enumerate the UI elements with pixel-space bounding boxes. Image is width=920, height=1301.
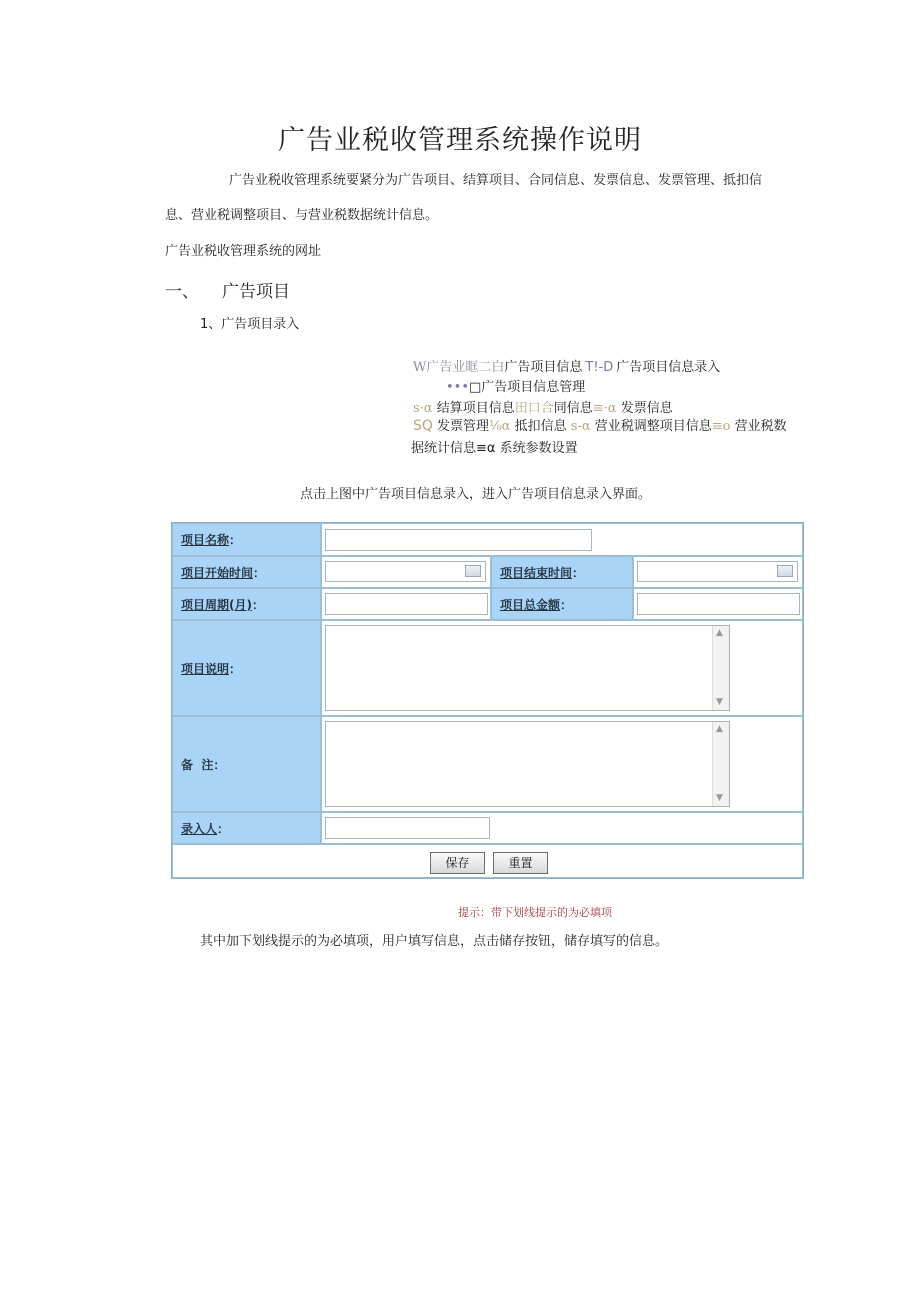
entry-person-cell: [321, 812, 803, 844]
period-input[interactable]: [325, 593, 488, 615]
period-label: 项目周期(月) ：: [172, 588, 321, 620]
scroll-down-icon[interactable]: ▼: [716, 697, 723, 707]
button-row: [172, 844, 803, 878]
tree-glyph: s·α: [413, 401, 433, 416]
menu-item-contract-info[interactable]: 同信息: [553, 401, 593, 416]
tree-glyph: s-α: [570, 419, 591, 434]
tree-glyph: 田口合: [514, 401, 554, 416]
remark-cell: [321, 716, 803, 812]
page-title: 广告业税收管理系统操作说明: [278, 125, 642, 156]
tree-glyph: ≡·α: [592, 401, 617, 416]
entry-person-label: 录入人 ：: [172, 812, 321, 844]
section-number: 一、: [165, 282, 199, 302]
tree-glyph: SQ: [413, 418, 433, 434]
figure-caption: 点击上图中广告项目信息录入，进入广告项目信息录入界面。: [300, 487, 652, 502]
entry-person-input[interactable]: [325, 817, 490, 839]
menu-item-invoice-manage[interactable]: 发票管理: [437, 419, 490, 434]
required-hint: 提示：带下划线提示的为必填项: [458, 906, 612, 919]
end-time-input[interactable]: [637, 561, 798, 582]
menu-item-ad-project-info[interactable]: 广告项目信息: [504, 360, 583, 375]
menu-item-deduction-info[interactable]: 抵扣信息: [514, 419, 567, 434]
start-time-cell: [321, 556, 491, 588]
menu-item-settlement-info[interactable]: 结算项目信息: [436, 401, 515, 416]
menu-item-business-tax-stats-cont[interactable]: 据统计信息: [411, 441, 477, 456]
ad-project-entry-form: [171, 522, 804, 879]
tree-dots: •••: [446, 380, 470, 395]
menu-item-ad-project-manage[interactable]: □广告项目信息管理: [469, 380, 586, 395]
tree-glyph: ≡o: [711, 419, 731, 434]
menu-root-item[interactable]: W广告业眶二白: [413, 360, 505, 375]
scroll-down-icon[interactable]: ▼: [716, 793, 723, 803]
reset-button[interactable]: 重置: [493, 852, 548, 874]
end-time-label: 项目结束时间 ：: [491, 556, 633, 588]
menu-tree-line-2: [446, 376, 585, 395]
menu-tree-line-5: [411, 437, 578, 456]
menu-item-invoice-info[interactable]: 发票信息: [620, 401, 673, 416]
intro-paragraph-line-1: 广告业税收管理系统要紧分为广告项目、结算项目、合同信息、发票信息、发票管理、抵扣信: [229, 173, 763, 188]
menu-item-business-tax-adjust[interactable]: 营业税调整项目信息: [594, 419, 712, 434]
amount-input[interactable]: [637, 593, 800, 615]
period-cell: [321, 588, 491, 620]
project-name-input[interactable]: [325, 529, 592, 551]
scrollbar[interactable]: [712, 722, 729, 806]
menu-tree-line-3: [413, 397, 673, 416]
description-cell: [321, 620, 803, 716]
amount-label: 项目总金额 ：: [491, 588, 633, 620]
project-name-cell: [321, 523, 803, 556]
tree-glyph: T!-D: [585, 360, 614, 375]
menu-item-business-tax-stats[interactable]: 营业税数: [734, 419, 787, 434]
menu-item-ad-project-entry[interactable]: 广告项目信息录入: [616, 360, 721, 375]
end-time-cell: [633, 556, 803, 588]
project-name-label: 项目名称 ：: [172, 523, 321, 556]
scroll-up-icon[interactable]: ▲: [716, 628, 723, 638]
description-label: 项目说明 ：: [172, 620, 321, 716]
scrollbar[interactable]: [712, 626, 729, 710]
menu-tree-line-4: [413, 415, 787, 434]
closing-paragraph: 其中加下划线提示的为必填项，用户填写信息，点击储存按钮，储存填写的信息。: [200, 934, 669, 949]
subsection-title: 1、广告项目录入: [200, 317, 300, 332]
start-time-label: 项目开始时间 ：: [172, 556, 321, 588]
remark-textarea[interactable]: [325, 721, 730, 807]
calendar-icon[interactable]: [465, 565, 481, 577]
description-textarea[interactable]: [325, 625, 730, 711]
start-time-input[interactable]: [325, 561, 486, 582]
tree-glyph: ≡α: [476, 441, 496, 456]
url-line: 广告业税收管理系统的网址: [165, 244, 322, 259]
save-button[interactable]: 保存: [430, 852, 485, 874]
scroll-up-icon[interactable]: ▲: [716, 724, 723, 734]
menu-tree-line-1: [413, 356, 720, 375]
calendar-icon[interactable]: [777, 565, 793, 577]
tree-glyph: ⅛α: [489, 419, 511, 434]
section-title: 广告项目: [222, 282, 290, 302]
remark-label: 备 注 ：: [172, 716, 321, 812]
amount-cell: [633, 588, 803, 620]
menu-item-system-params[interactable]: 系统参数设置: [499, 441, 578, 456]
intro-paragraph-line-2: 息、营业税调整项目、与营业税数据统计信息。: [165, 208, 439, 223]
